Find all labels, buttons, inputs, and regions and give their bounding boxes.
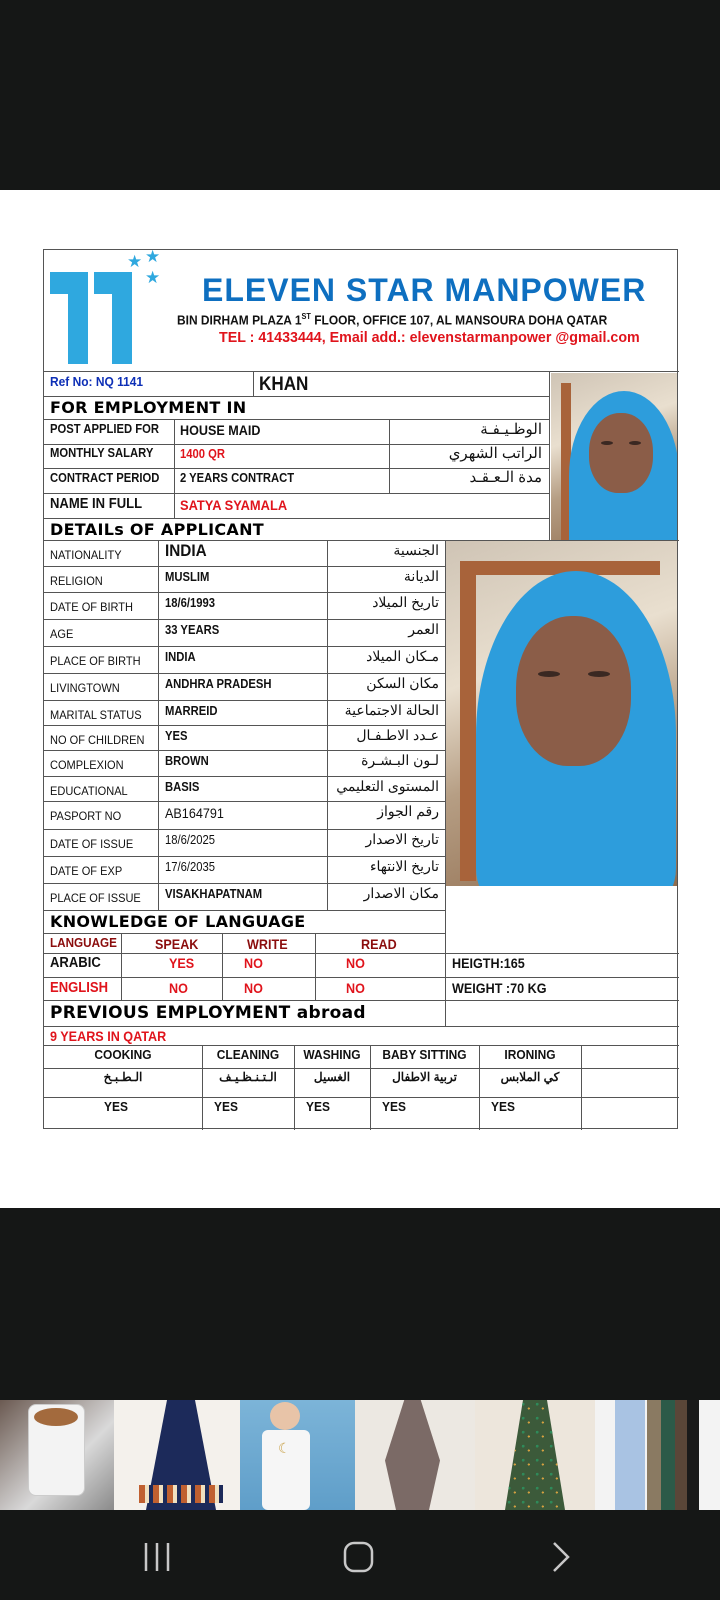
- skill-value: YES: [104, 1099, 128, 1114]
- applicant-label: DATE OF EXP: [50, 864, 123, 878]
- name-label: NAME IN FULL: [50, 496, 143, 512]
- skill-value: YES: [306, 1099, 330, 1114]
- home-button[interactable]: [342, 1540, 376, 1574]
- applicant-arabic: مـكان الميلاد: [366, 648, 439, 664]
- ad-kids-outfit[interactable]: [240, 1400, 355, 1510]
- skill-header: CLEANING: [216, 1047, 280, 1062]
- applicant-label: LIVINGTOWN: [50, 681, 120, 695]
- applicant-label: PLACE OF ISSUE: [50, 891, 141, 905]
- skill-arabic: الـتـنـظـيـف: [219, 1070, 277, 1084]
- home-icon: [342, 1540, 376, 1574]
- applicant-value: MARREID: [165, 704, 218, 718]
- previous-heading: PREVIOUS EMPLOYMENT abroad: [50, 1003, 366, 1023]
- applicant-arabic: الديانة: [403, 568, 439, 584]
- name-value: SATYA SYAMALA: [180, 497, 288, 513]
- applicant-heading: DETAILs OF APPLICANT: [50, 520, 265, 539]
- ad-abaya-colors[interactable]: [595, 1400, 720, 1510]
- ref-number: Ref No: NQ 1141: [50, 374, 144, 389]
- lang-arabic: ARABIC: [50, 955, 101, 971]
- salary-label: MONTHLY SALARY: [50, 446, 154, 460]
- back-button[interactable]: [548, 1540, 572, 1574]
- contract-arabic: مدة الـعـقـد: [469, 469, 542, 486]
- applicant-value: BROWN: [165, 754, 209, 768]
- lang-arabic-write: NO: [244, 955, 263, 971]
- applicant-arabic: تاريخ الميلاد: [372, 594, 439, 610]
- applicant-label: NATIONALITY: [50, 548, 122, 562]
- star-icon: ★: [145, 268, 161, 287]
- recent-apps-button[interactable]: [140, 1540, 174, 1574]
- applicant-label: AGE: [50, 627, 74, 641]
- skill-arabic: الغسيل: [313, 1070, 351, 1084]
- employment-heading: FOR EMPLOYMENT IN: [50, 398, 247, 417]
- skill-value: YES: [214, 1099, 238, 1114]
- skill-arabic: كي الملابس: [500, 1070, 560, 1084]
- skill-header: BABY SITTING: [382, 1047, 467, 1062]
- applicant-value: 18/6/2025: [165, 833, 216, 847]
- company-name: ELEVEN STAR MANPOWER: [202, 272, 647, 308]
- cv-sheet: [43, 249, 678, 1129]
- applicant-photo-small: [551, 373, 677, 540]
- company-address: BIN DIRHAM PLAZA 1ST FLOOR, OFFICE 107, AL MANSOURA DOHA QATAR: [177, 312, 608, 328]
- applicant-value: 17/6/2035: [165, 860, 216, 874]
- applicant-value: ANDHRA PRADESH: [165, 677, 272, 691]
- applicant-arabic: الجنسية: [393, 542, 439, 558]
- applicant-label: PASPORT NO: [50, 809, 122, 823]
- ad-carousel[interactable]: [0, 1400, 720, 1510]
- logo-11-icon: [50, 272, 136, 364]
- lang-header-write: WRITE: [247, 936, 288, 952]
- ad-navy-dress[interactable]: [114, 1400, 240, 1510]
- crescent-icon: ☾: [278, 1440, 291, 1456]
- applicant-value: AB164791: [165, 805, 224, 821]
- surname: KHAN: [259, 374, 309, 395]
- applicant-photo-large: [446, 541, 677, 886]
- post-label: POST APPLIED FOR: [50, 422, 159, 436]
- company-contact: TEL : 41433444, Email add.: elevenstarmanpower @gmail.com: [219, 329, 640, 346]
- applicant-arabic: العمر: [408, 621, 439, 637]
- skill-arabic: الـطـبـخ: [103, 1070, 143, 1084]
- applicant-value: INDIA: [165, 650, 196, 664]
- chevron-right-icon: [548, 1540, 572, 1574]
- post-arabic: الوظـيـفـة: [480, 421, 542, 438]
- applicant-arabic: عـدد الاطـفـال: [356, 727, 439, 743]
- applicant-value: 33 YEARS: [165, 623, 220, 637]
- height-value: HEIGTH:165: [452, 955, 525, 971]
- applicant-value: YES: [165, 729, 188, 743]
- applicant-value: MUSLIM: [165, 570, 210, 584]
- skill-value: YES: [382, 1099, 406, 1114]
- lang-arabic-speak: YES: [169, 955, 195, 971]
- lang-english-write: NO: [244, 980, 263, 996]
- language-heading: KNOWLEDGE OF LANGUAGE: [50, 912, 306, 931]
- weight-value: WEIGHT :70 KG: [452, 980, 547, 996]
- star-icon: ★: [127, 252, 143, 271]
- applicant-label: PLACE OF BIRTH: [50, 654, 141, 668]
- applicant-value: 18/6/1993: [165, 596, 216, 610]
- skill-arabic: تربية الاطفال: [392, 1070, 457, 1084]
- applicant-label: MARITAL STATUS: [50, 708, 142, 722]
- applicant-arabic: مكان الاصدار: [363, 885, 439, 901]
- applicant-label: DATE OF BIRTH: [50, 600, 134, 614]
- applicant-value: INDIA: [165, 541, 207, 560]
- lang-arabic-read: NO: [346, 955, 365, 971]
- ad-coffee-mug[interactable]: [0, 1400, 114, 1510]
- applicant-label: COMPLEXION: [50, 758, 124, 772]
- previous-detail: 9 YEARS IN QATAR: [50, 1028, 167, 1044]
- star-icon: ★: [145, 247, 161, 266]
- contract-value: 2 YEARS CONTRACT: [180, 471, 295, 485]
- applicant-value: VISAKHAPATNAM: [165, 887, 263, 901]
- lang-english: ENGLISH: [50, 980, 109, 996]
- applicant-label: NO OF CHILDREN: [50, 733, 145, 747]
- skill-header: IRONING: [504, 1047, 556, 1062]
- lang-english-speak: NO: [169, 980, 188, 996]
- salary-value: 1400 QR: [180, 447, 226, 461]
- recent-apps-icon: [140, 1540, 174, 1574]
- skill-header: COOKING: [94, 1047, 152, 1062]
- contract-label: CONTRACT PERIOD: [50, 471, 160, 485]
- applicant-arabic: المستوى التعليمي: [336, 778, 439, 794]
- applicant-label: EDUCATIONAL: [50, 784, 128, 798]
- applicant-arabic: تاريخ الانتهاء: [369, 858, 439, 874]
- applicant-arabic: تاريخ الاصدار: [365, 831, 439, 847]
- applicant-arabic: الحالة الاجتماعية: [344, 702, 439, 718]
- ad-floral-dress[interactable]: [475, 1400, 595, 1510]
- applicant-arabic: لـون البـشـرة: [361, 752, 439, 768]
- skill-header: WASHING: [303, 1047, 361, 1062]
- lang-header-read: READ: [361, 936, 397, 952]
- post-value: HOUSE MAID: [180, 422, 261, 438]
- system-nav-bar: [0, 1510, 720, 1600]
- applicant-label: DATE OF ISSUE: [50, 837, 134, 851]
- lang-header-language: LANGUAGE: [50, 935, 117, 950]
- applicant-label: RELIGION: [50, 574, 103, 588]
- ad-grey-jilbab[interactable]: [355, 1400, 475, 1510]
- skill-value: YES: [491, 1099, 515, 1114]
- salary-arabic: الراتب الشهري: [448, 445, 542, 462]
- lang-header-speak: SPEAK: [155, 936, 199, 952]
- lang-english-read: NO: [346, 980, 365, 996]
- applicant-arabic: رقم الجواز: [377, 803, 439, 819]
- applicant-value: BASIS: [165, 780, 200, 794]
- applicant-arabic: مكان السكن: [366, 675, 439, 691]
